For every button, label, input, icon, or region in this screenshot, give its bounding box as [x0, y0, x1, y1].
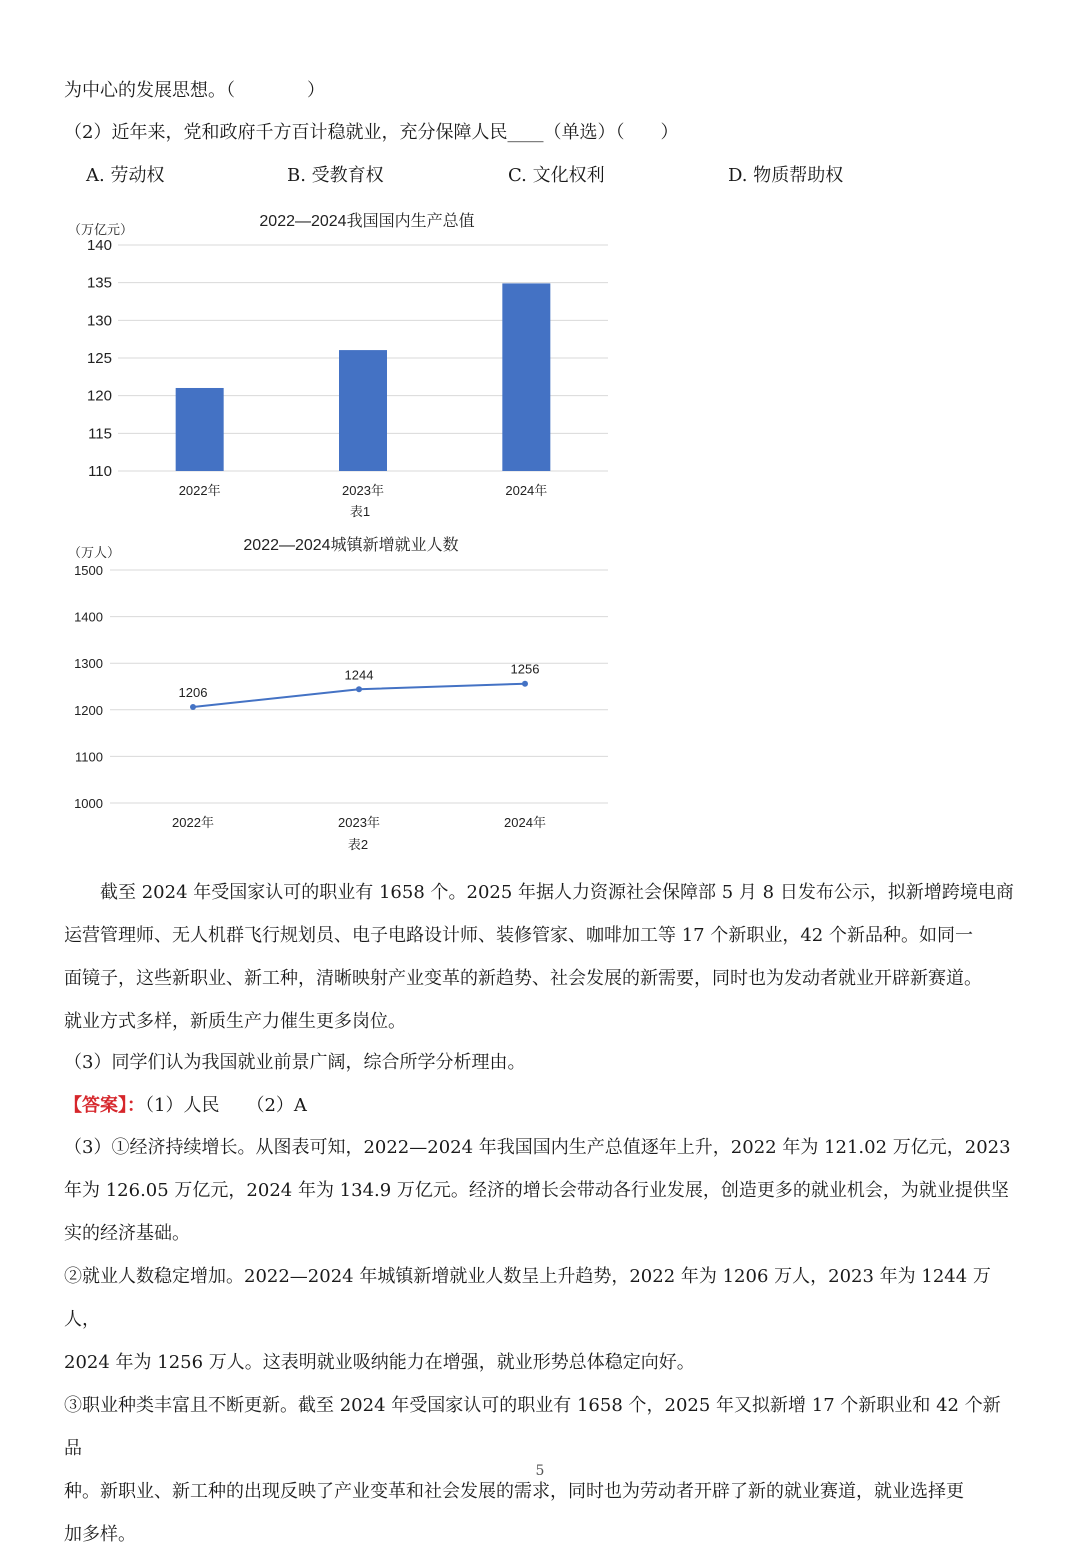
- passage-line: 截至 2024 年受国家认可的职业有 1658 个。2025 年据人力资源社会保障部 5 月 8 日发布公示，拟新增跨境电商: [64, 882, 1014, 903]
- chart1-ytick-label: 125: [86, 350, 112, 367]
- answer-line: [64, 1095, 307, 1117]
- chart2-ytick-label: 1000: [74, 796, 103, 811]
- chart2-data-label: 1244: [344, 667, 374, 683]
- chart1-xtick-label: 2024年: [505, 483, 548, 498]
- option-d: D. 物质帮助权: [728, 165, 844, 186]
- chart2-xtick-label: 2022年: [172, 815, 214, 830]
- chart1-title: 2022—2024我国国内生产总值: [259, 213, 475, 230]
- chart2-ylabel: （万人）: [68, 545, 121, 560]
- chart1-xtick-label: 2022年: [178, 483, 221, 498]
- explanation-line: 实的经济基础。: [64, 1223, 190, 1244]
- explanation-line: 种。新职业、新工种的出现反映了产业变革和社会发展的需求，同时也为劳动者开辟了新的就业赛道，就业选择更: [64, 1481, 964, 1502]
- chart1-caption: 表1: [349, 504, 371, 519]
- chart2-caption: 表2: [347, 837, 369, 852]
- explanation-line: 加多样。: [64, 1524, 136, 1545]
- employment-line-chart: [60, 530, 620, 858]
- chart2-point: [190, 704, 196, 710]
- explanation-line: 年为 126.05 万亿元，2024 年为 134.9 万亿元。经济的增长会带动各行业发展，创造更多的就业机会，为就业提供坚: [64, 1180, 1009, 1201]
- chart2-data-label: 1206: [178, 685, 208, 701]
- explanation-line: 2024 年为 1256 万人。这表明就业吸纳能力在增强，就业形势总体稳定向好。: [64, 1352, 695, 1373]
- answer-label: 【答案】：: [64, 1095, 145, 1116]
- question2-stem: （2）近年来，党和政府千方百计稳就业，充分保障人民____（单选）（ ）: [64, 122, 679, 143]
- page-number: 5: [535, 1463, 545, 1479]
- passage-line: 面镜子，这些新职业、新工种，清晰映射产业变革的新趋势、社会发展的新需要，同时也为发动者就业开辟新赛道。: [64, 968, 982, 989]
- gdp-bar-chart: [60, 205, 620, 525]
- chart2-ytick-label: 1200: [74, 702, 103, 718]
- chart1-xtick-label: 2023年: [342, 483, 384, 498]
- chart1-ytick-label: 120: [86, 387, 112, 405]
- chart1-ytick-label: 115: [88, 425, 112, 443]
- explanation: [64, 1126, 1016, 1556]
- passage-line: 运营管理师、无人机群飞行规划员、电子电路设计师、装修管家、咖啡加工等 17 个新职业，42 个新品种。如同一: [64, 925, 973, 946]
- chart2-ytick-label: 1400: [74, 609, 103, 625]
- question1-tail: 为中心的发展思想。（ ）: [64, 80, 325, 101]
- chart2-data-label: 1256: [510, 661, 540, 677]
- chart1-ytick-label: 140: [86, 237, 112, 254]
- chart1-ytick-label: 130: [86, 312, 112, 330]
- option-a: A. 劳动权: [86, 165, 165, 186]
- explanation-line: （3）①经济持续增长。从图表可知，2022—2024 年我国国内生产总值逐年上升，2022 年为 121.02 万亿元，2023: [64, 1137, 1011, 1158]
- chart1-bar: [176, 388, 224, 471]
- chart2-ytick-label: 1500: [74, 563, 103, 578]
- gdp-bar-chart-svg: [60, 205, 620, 525]
- chart2-ytick-label: 1100: [75, 749, 103, 765]
- chart2-title: 2022—2024城镇新增就业人数: [243, 537, 459, 554]
- chart1-bar: [502, 283, 550, 471]
- answer-text: （1）人民 （2）A: [145, 1095, 307, 1116]
- option-b: B. 受教育权: [287, 165, 384, 186]
- passage: [64, 871, 1016, 1043]
- passage-line: 就业方式多样，新质生产力催生更多岗位。: [64, 1011, 406, 1032]
- chart1-ytick-label: 135: [86, 274, 112, 292]
- chart1-bar: [339, 350, 387, 471]
- chart1-ylabel: （万亿元）: [68, 222, 134, 237]
- chart2-ytick-label: 1300: [74, 656, 103, 672]
- chart2-xtick-label: 2023年: [338, 815, 380, 830]
- question3-stem: （3）同学们认为我国就业前景广阔，综合所学分析理由。: [64, 1052, 526, 1073]
- option-c: C. 文化权利: [508, 165, 605, 186]
- employment-line-chart-svg: [60, 530, 620, 858]
- chart1-ytick-label: 110: [88, 463, 112, 480]
- chart2-xtick-label: 2024年: [504, 815, 546, 830]
- chart2-point: [356, 686, 362, 692]
- explanation-line: ②就业人数稳定增加。2022—2024 年城镇新增就业人数呈上升趋势，2022 年为 1206 万人，2023 年为 1244 万人，: [64, 1266, 991, 1330]
- chart2-point: [522, 681, 528, 687]
- explanation-line: ③职业种类丰富且不断更新。截至 2024 年受国家认可的职业有 1658 个，2025 年又拟新增 17 个新职业和 42 个新品: [64, 1395, 1001, 1459]
